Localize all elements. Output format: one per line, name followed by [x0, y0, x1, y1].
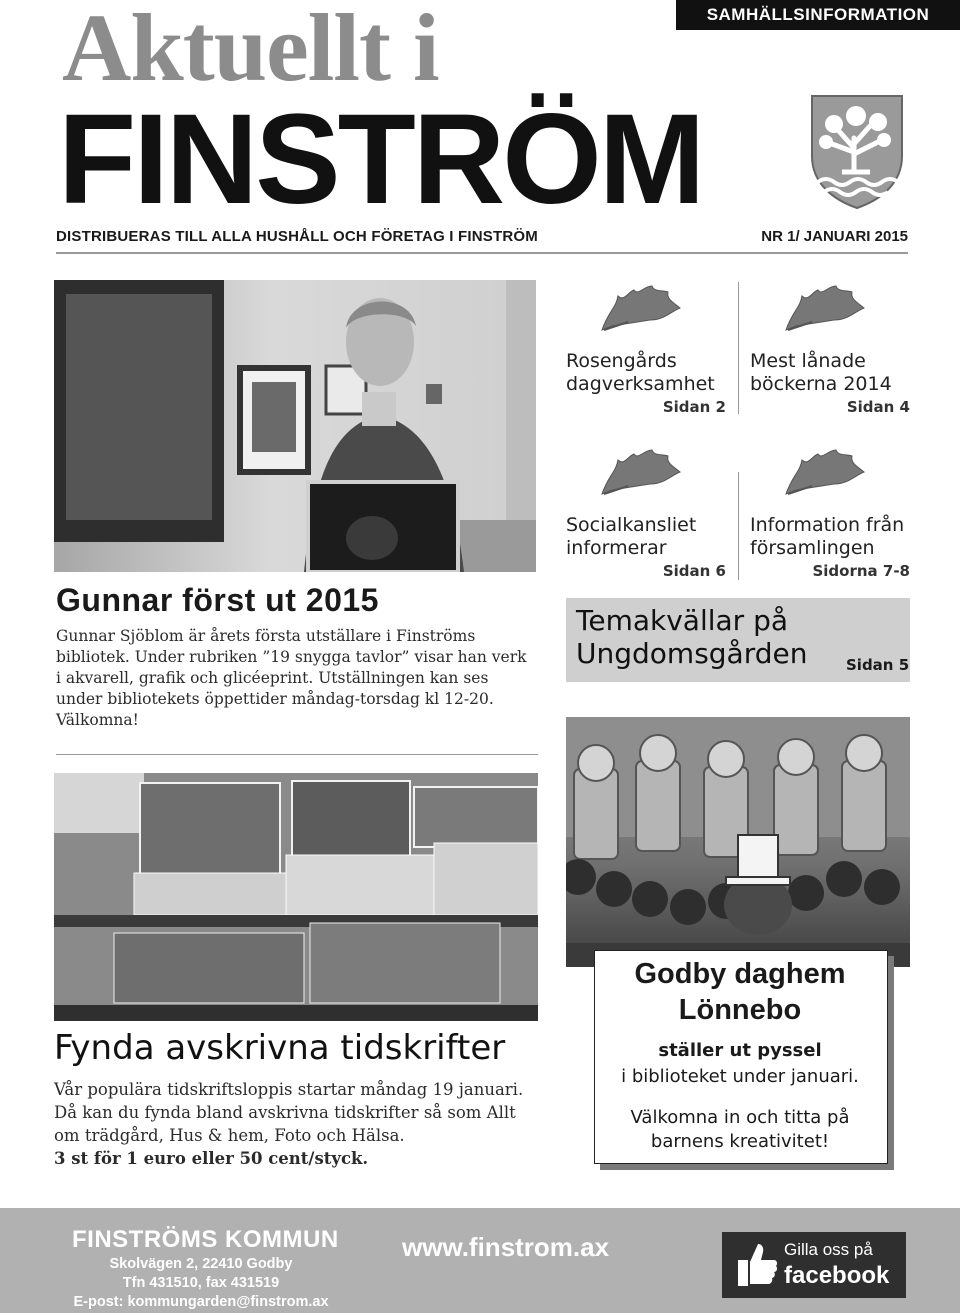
oak-leaf-icon [782, 446, 868, 498]
masthead-title-line1: Aktuellt i [62, 0, 439, 101]
divider [56, 252, 908, 254]
teaser-mest-lanade[interactable] [750, 350, 910, 416]
godby-line: i biblioteket under januari. [621, 1066, 859, 1087]
teaser-forsamlingen[interactable] [750, 514, 910, 580]
footer-phone: Tfn 431510, fax 431519 [122, 1275, 280, 1291]
footer-address: Skolvägen 2, 22410 Godby [109, 1256, 293, 1272]
facebook-label: Gilla oss på [784, 1240, 873, 1259]
teaser-title: Rosengårds dagverksamhet [566, 350, 715, 395]
divider [738, 282, 739, 414]
footer-organization: FINSTRÖMS KOMMUN [72, 1226, 339, 1253]
teaser-page: Sidan 2 [662, 398, 726, 416]
facebook-wordmark: facebook [784, 1262, 890, 1289]
fynda-body [54, 1078, 524, 1170]
teaser-socialkansliet[interactable] [566, 514, 726, 580]
fynda-price: 3 st för 1 euro eller 50 cent/styck. [54, 1149, 369, 1168]
fynda-body-text: Vår populära tidskriftsloppis startar måndag 19 januari. Då kan du fynda bland avskrivna tidskrifter så som Allt om trädgård, Hus & hem, Foto och Hälsa. [54, 1080, 524, 1145]
godby-subtitle: ställer ut pyssel [658, 1040, 822, 1061]
tema-title: Temakvällar på Ungdomsgården [576, 604, 808, 670]
masthead-title-line2: FINSTRÖM [58, 88, 703, 231]
tema-page: Sidan 5 [846, 656, 910, 674]
photo-daycare-crafts [566, 717, 910, 967]
distribution-line: DISTRIBUERAS TILL ALLA HUSHÅLL OCH FÖRETAG I FINSTRÖM [56, 228, 538, 245]
municipal-crest-icon [808, 92, 906, 210]
teaser-page: Sidan 4 [846, 398, 910, 416]
teaser-page: Sidorna 7-8 [812, 562, 910, 580]
oak-leaf-icon [598, 446, 684, 498]
godby-headline: Godby daghem Lönnebo [634, 958, 846, 1026]
divider [56, 754, 538, 755]
fynda-headline: Fynda avskrivna tidskrifter [54, 1028, 506, 1068]
category-badge: SAMHÄLLSINFORMATION [676, 0, 960, 30]
footer-website-link[interactable]: www.finstrom.ax [402, 1232, 610, 1262]
godby-line: Välkomna in och titta på barnens kreativitet! [630, 1107, 850, 1152]
issue-number: NR 1/ JANUARI 2015 [761, 228, 908, 245]
teaser-title: Mest lånade böckerna 2014 [750, 350, 892, 395]
teaser-rosengards[interactable] [566, 350, 726, 416]
gunnar-headline: Gunnar först ut 2015 [56, 582, 379, 618]
teaser-title: Information från församlingen [750, 514, 905, 559]
oak-leaf-icon [598, 282, 684, 334]
teaser-page: Sidan 6 [662, 562, 726, 580]
thumbs-up-icon [736, 1240, 778, 1288]
gunnar-body: Gunnar Sjöblom är årets första utställare i Finströms bibliotek. Under rubriken ”19 snygga tavlor” visar han verk i akvarell, grafik och glicéeprint. Utställningen kan ses under bibliotekets öppettider måndag-torsdag kl 12-20. Välkomna! [56, 627, 527, 729]
oak-leaf-icon [782, 282, 868, 334]
footer-email[interactable]: E-post: kommungarden@finstrom.ax [73, 1294, 329, 1310]
photo-gunnar-exhibition [54, 280, 536, 572]
divider [738, 472, 739, 580]
teaser-title: Socialkansliet informerar [566, 514, 697, 559]
photo-magazines [54, 773, 538, 1021]
